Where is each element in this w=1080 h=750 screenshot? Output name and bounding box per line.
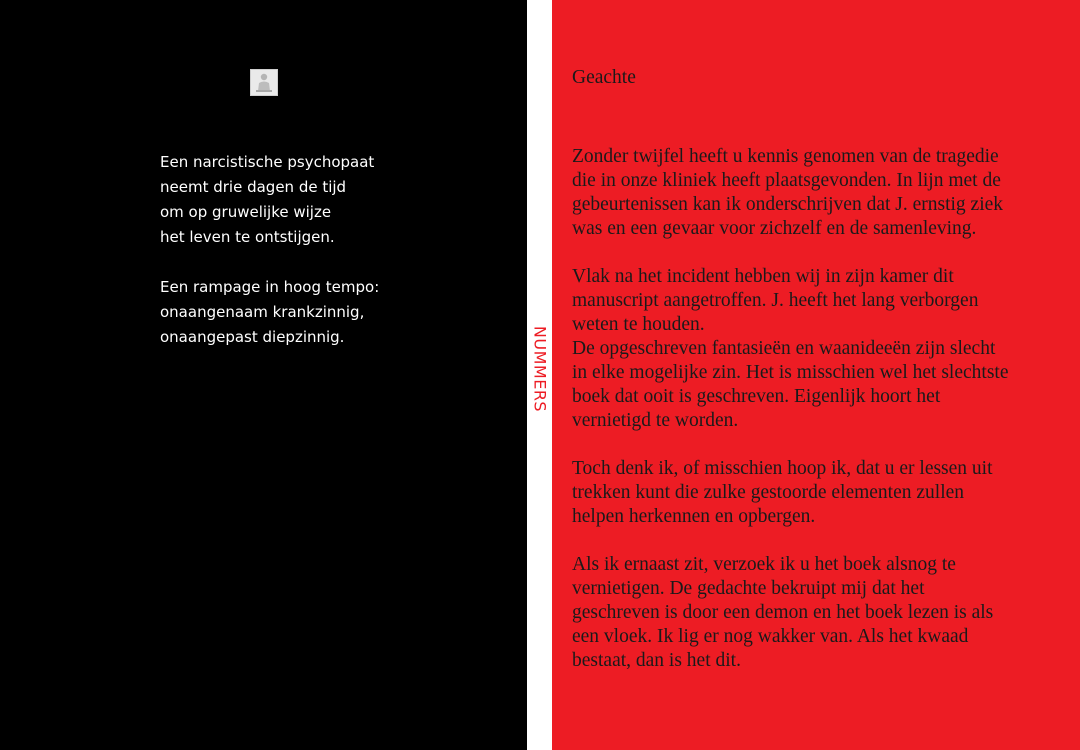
letter-line: een vloek. Ik lig er nog wakker van. Als het kwaad xyxy=(572,626,969,647)
blurb-line: om op gruwelijke wijze xyxy=(160,203,332,221)
blurb-line: Een rampage in hoog tempo: xyxy=(160,278,380,296)
letter-line: vernietigd te worden. xyxy=(572,410,739,431)
blurb-line: het leven te ontstijgen. xyxy=(160,228,335,246)
blurb-line: onaangenaam krankzinnig, xyxy=(160,303,365,321)
letter-line: trekken kunt die zulke gestoorde elementen zullen xyxy=(572,482,965,503)
letter-paragraph-2 xyxy=(572,265,1067,433)
book-spine xyxy=(527,0,552,750)
spine-title: NUMMERS xyxy=(530,325,549,413)
front-cover-letter xyxy=(572,66,1067,697)
letter-line: helpen herkennen en opbergen. xyxy=(572,506,816,527)
letter-line: Zonder twijfel heeft u kennis genomen van de tragedie xyxy=(572,146,999,167)
letter-line: die in onze kliniek heeft plaatsgevonden. In lijn met de xyxy=(572,170,1001,191)
letter-paragraph-3 xyxy=(572,457,1067,529)
publisher-logo-graphic xyxy=(251,70,277,95)
letter-line: De opgeschreven fantasieën en waanideeën zijn slecht xyxy=(572,338,996,359)
back-cover-blurb xyxy=(160,150,500,375)
letter-line: gebeurtenissen kan ik onderschrijven dat J. ernstig ziek xyxy=(572,194,1004,215)
letter-paragraph-4 xyxy=(572,553,1067,673)
letter-line: manuscript aangetroffen. J. heeft het lang verborgen xyxy=(572,290,979,311)
letter-paragraph-1 xyxy=(572,145,1067,241)
blurb-paragraph-1 xyxy=(160,150,500,250)
letter-line: weten te houden. xyxy=(572,314,705,335)
letter-line: was en een gevaar voor zichzelf en de samenleving. xyxy=(572,218,977,239)
publisher-logo-icon xyxy=(250,69,278,96)
letter-line: in elke mogelijke zin. Het is misschien wel het slechtste xyxy=(572,362,1009,383)
blurb-line: Een narcistische psychopaat xyxy=(160,153,375,171)
front-cover xyxy=(552,0,1080,750)
back-cover xyxy=(0,0,527,750)
letter-salutation: Geachte xyxy=(572,67,636,88)
letter-line: vernietigen. De gedachte bekruipt mij dat het xyxy=(572,578,925,599)
letter-line: Toch denk ik, of misschien hoop ik, dat u er lessen uit xyxy=(572,458,993,479)
letter-line: Als ik ernaast zit, verzoek ik u het boek alsnog te xyxy=(572,554,956,575)
blurb-line: neemt drie dagen de tijd xyxy=(160,178,347,196)
blurb-paragraph-2 xyxy=(160,275,500,350)
letter-line: geschreven is door een demon en het boek lezen is als xyxy=(572,602,994,623)
letter-line: boek dat ooit is geschreven. Eigenlijk hoort het xyxy=(572,386,941,407)
letter-line: Vlak na het incident hebben wij in zijn kamer dit xyxy=(572,266,954,287)
blurb-line: onaangepast diepzinnig. xyxy=(160,328,345,346)
letter-line: bestaat, dan is het dit. xyxy=(572,650,741,671)
